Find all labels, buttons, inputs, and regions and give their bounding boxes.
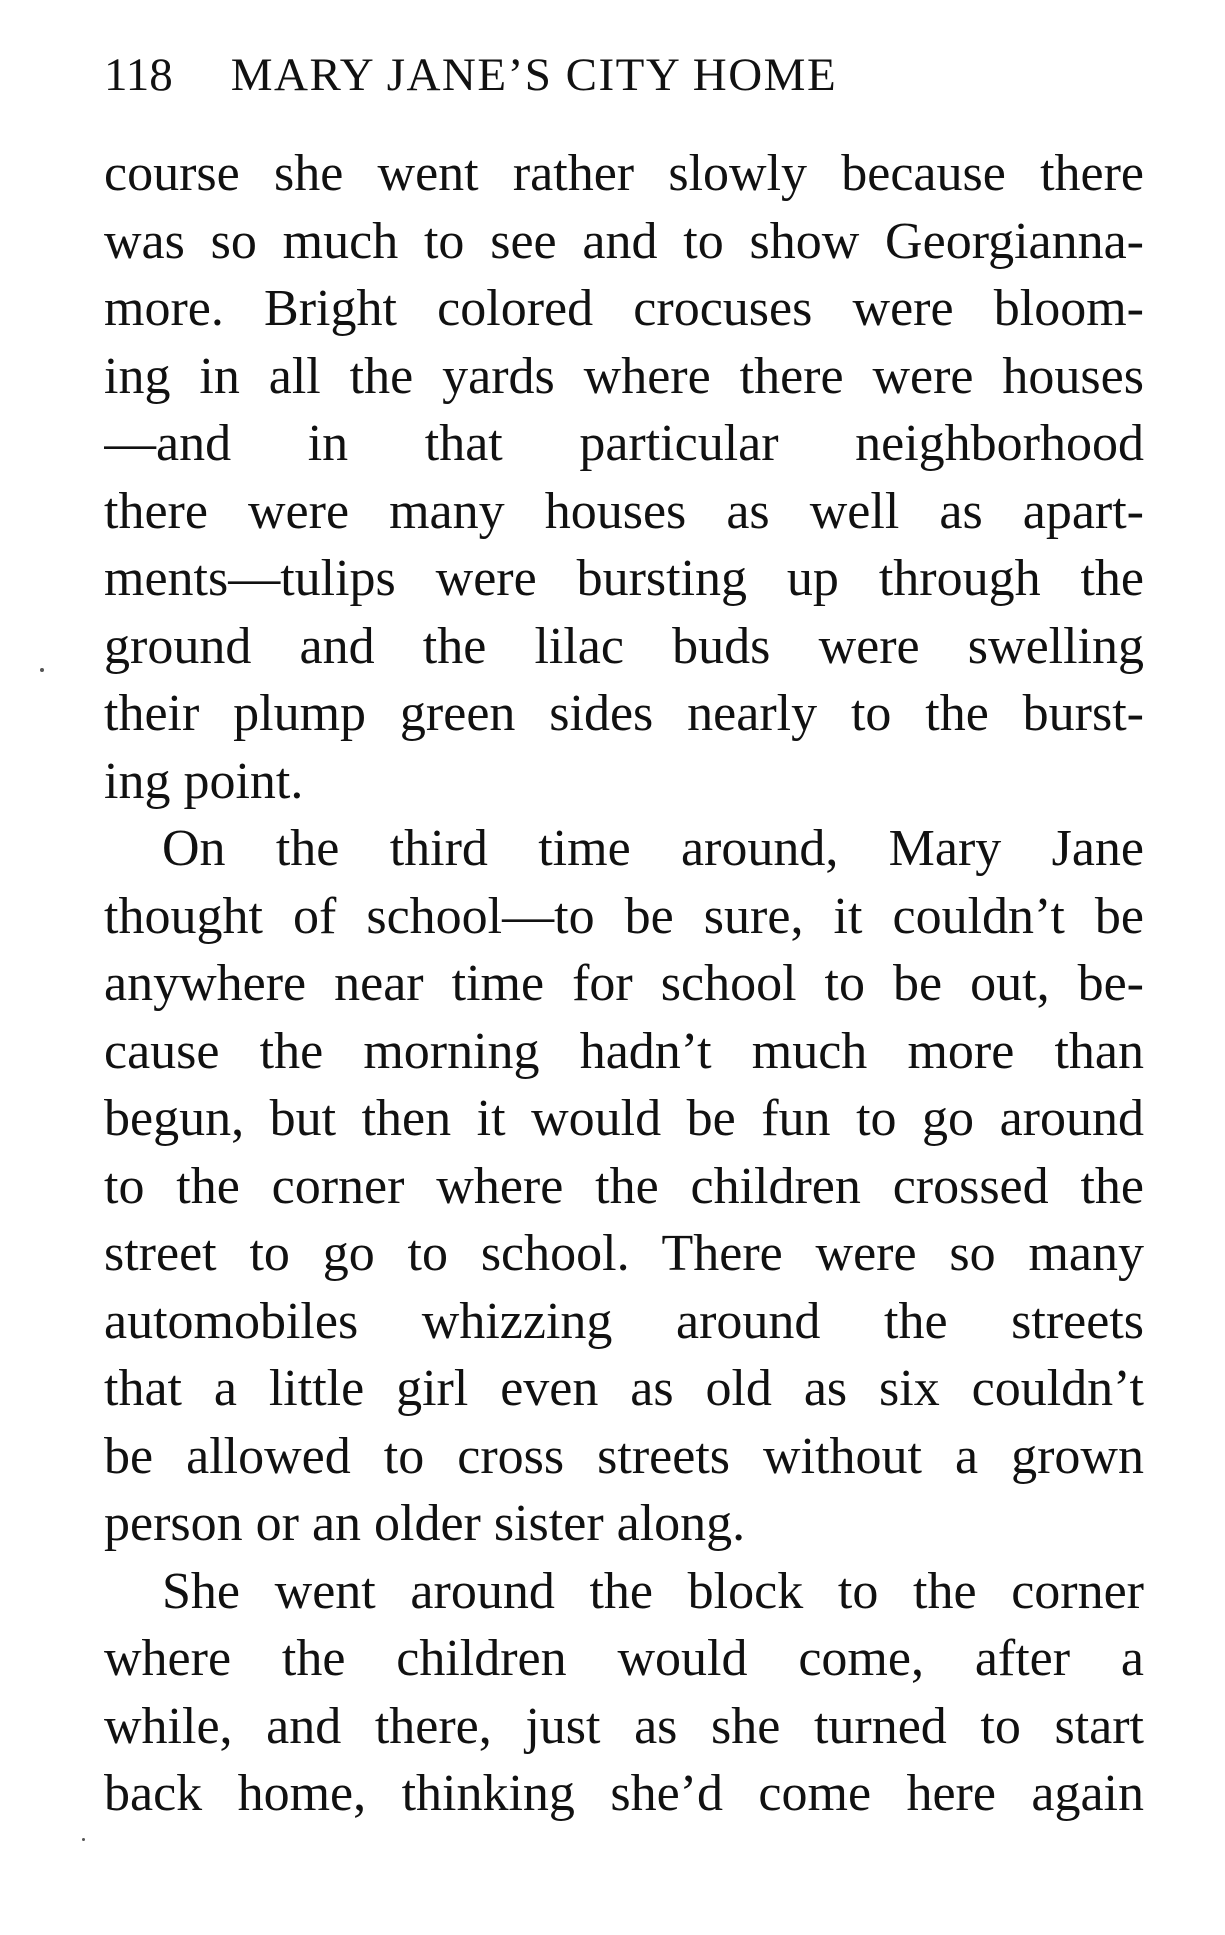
text-line: while, and there, just as she turned to start: [104, 1697, 1144, 1755]
text-line: thought of school—to be sure, it couldn’t be: [104, 887, 1144, 945]
text-line: to the corner where the children crossed the: [104, 1157, 1144, 1215]
paragraph-3: [104, 1558, 1144, 1828]
text-line: be allowed to cross streets without a grown: [104, 1427, 1144, 1485]
text-line: that a little girl even as old as six couldn’t: [104, 1360, 1144, 1417]
text-line: begun, but then it would be fun to go around: [104, 1090, 1144, 1147]
scan-speck: [40, 668, 44, 672]
text-line: was so much to see and to show Georgianna-: [104, 212, 1144, 270]
text-line: ing in all the yards where there were houses: [104, 347, 1144, 405]
text-line: She went around the block to the corner: [162, 1562, 1144, 1620]
running-head: [104, 48, 837, 118]
text-line: person or an older sister along.: [104, 1495, 746, 1552]
text-line: cause the morning hadn’t much more than: [104, 1022, 1144, 1080]
page-number: 118: [104, 49, 173, 101]
text-line: ing point.: [104, 752, 304, 810]
text-line: where the children would come, after a: [104, 1630, 1144, 1687]
paragraph-1: [104, 140, 1144, 815]
text-line: On the third time around, Mary Jane: [162, 820, 1144, 877]
body-text: [104, 140, 1144, 1828]
paragraph-2: [104, 815, 1144, 1558]
text-line: —and in that particular neighborhood: [104, 415, 1144, 472]
text-line: back home, thinking she’d come here again: [104, 1765, 1144, 1822]
text-line: course she went rather slowly because there: [104, 145, 1144, 202]
text-line: ground and the lilac buds were swelling: [104, 617, 1144, 675]
text-line: anywhere near time for school to be out, be-: [104, 955, 1144, 1012]
text-line: there were many houses as well as apart-: [104, 482, 1144, 540]
text-line: more. Bright colored crocuses were bloom-: [104, 280, 1144, 337]
text-line: automobiles whizzing around the streets: [104, 1292, 1144, 1350]
running-title: MARY JANE’S CITY HOME: [230, 49, 838, 101]
text-line: their plump green sides nearly to the burst-: [104, 685, 1144, 742]
scan-speck: [82, 1838, 85, 1841]
text-line: street to go to school. There were so many: [104, 1225, 1144, 1282]
text-line: ments—tulips were bursting up through the: [104, 550, 1144, 607]
